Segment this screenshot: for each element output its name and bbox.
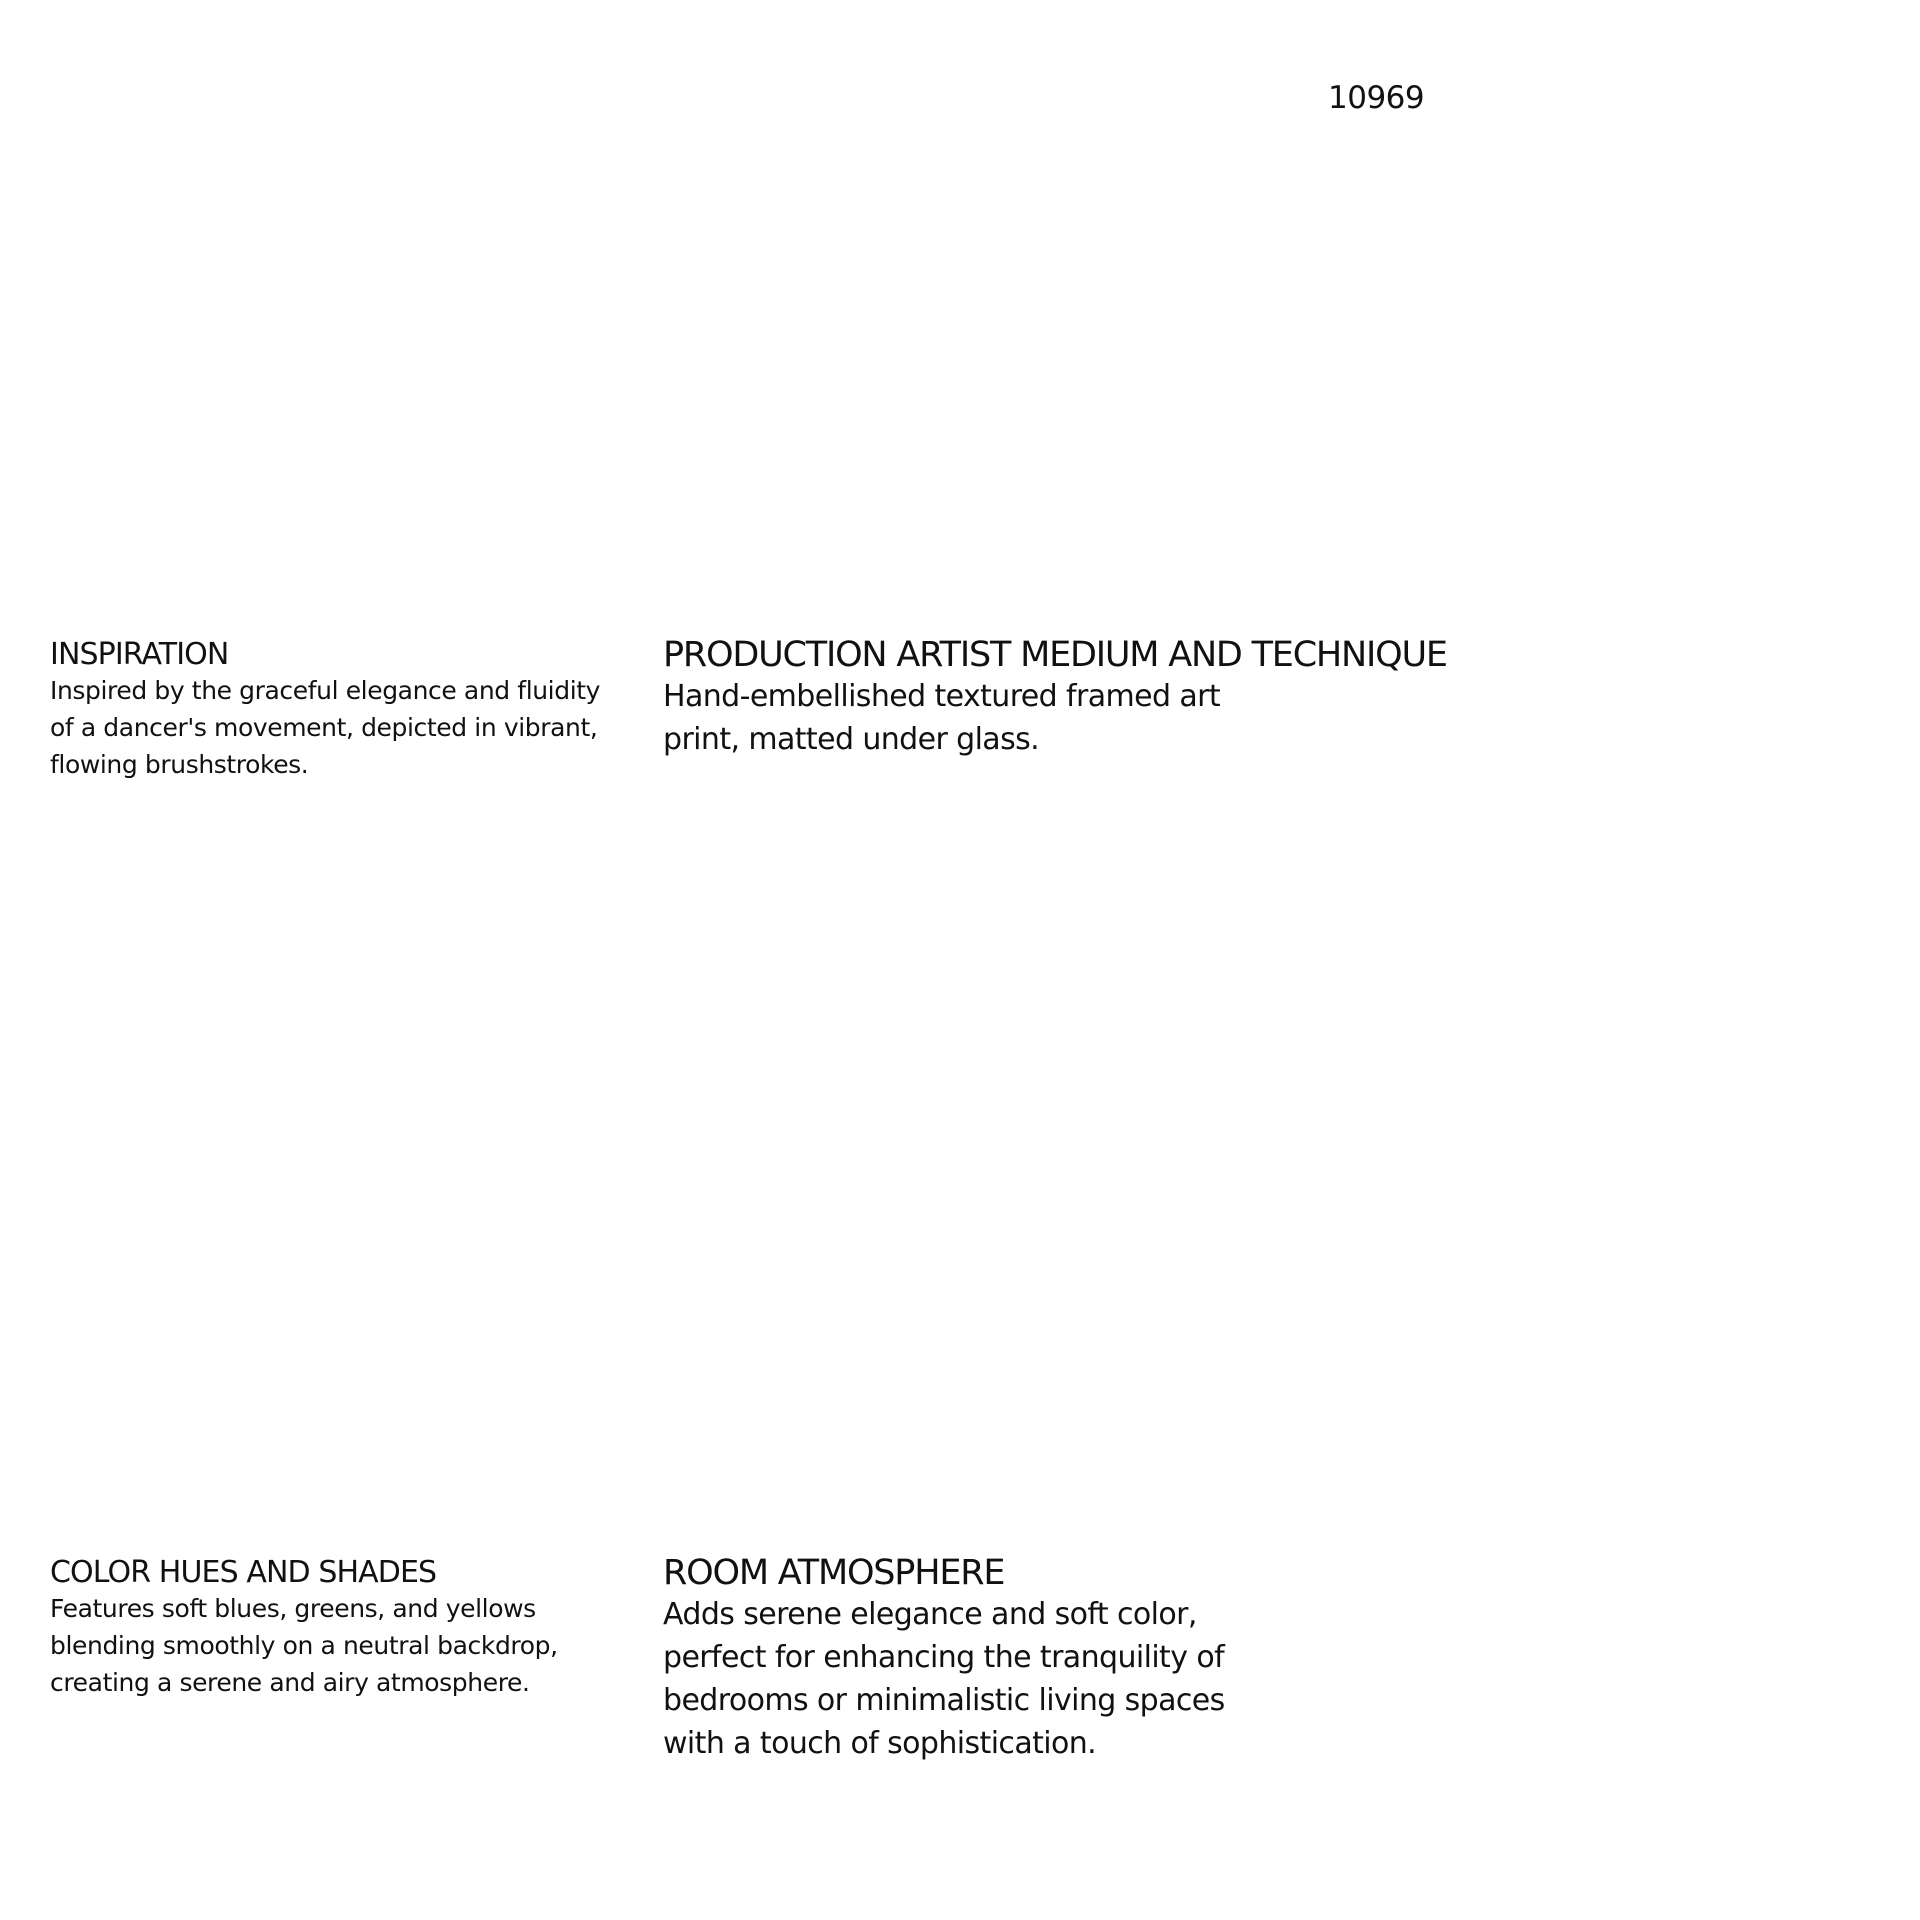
room-heading: ROOM ATMOSPHERE <box>663 1553 1005 1593</box>
production-text: Hand-embellished textured framed art print, matted under glass. <box>663 679 1221 757</box>
production-section <box>663 635 1447 761</box>
inspiration-heading: INSPIRATION <box>50 637 229 672</box>
color-heading: COLOR HUES AND SHADES <box>50 1555 437 1590</box>
room-section <box>663 1553 1225 1765</box>
product-number: 10969 <box>1328 80 1425 116</box>
production-heading: PRODUCTION ARTIST MEDIUM AND TECHNIQUE <box>663 635 1447 675</box>
color-section <box>50 1556 558 1701</box>
inspiration-text: Inspired by the graceful elegance and fluidity of a dancer's movement, depicted in vibrant, flowing brushstrokes. <box>50 676 601 779</box>
inspiration-section <box>50 638 600 783</box>
color-text: Features soft blues, greens, and yellows blending smoothly on a neutral backdrop, creating a serene and airy atmosphere. <box>50 1594 558 1697</box>
room-text: Adds serene elegance and soft color, perfect for enhancing the tranquility of bedrooms or minimalistic living spaces with a touch of sophistication. <box>663 1597 1225 1761</box>
